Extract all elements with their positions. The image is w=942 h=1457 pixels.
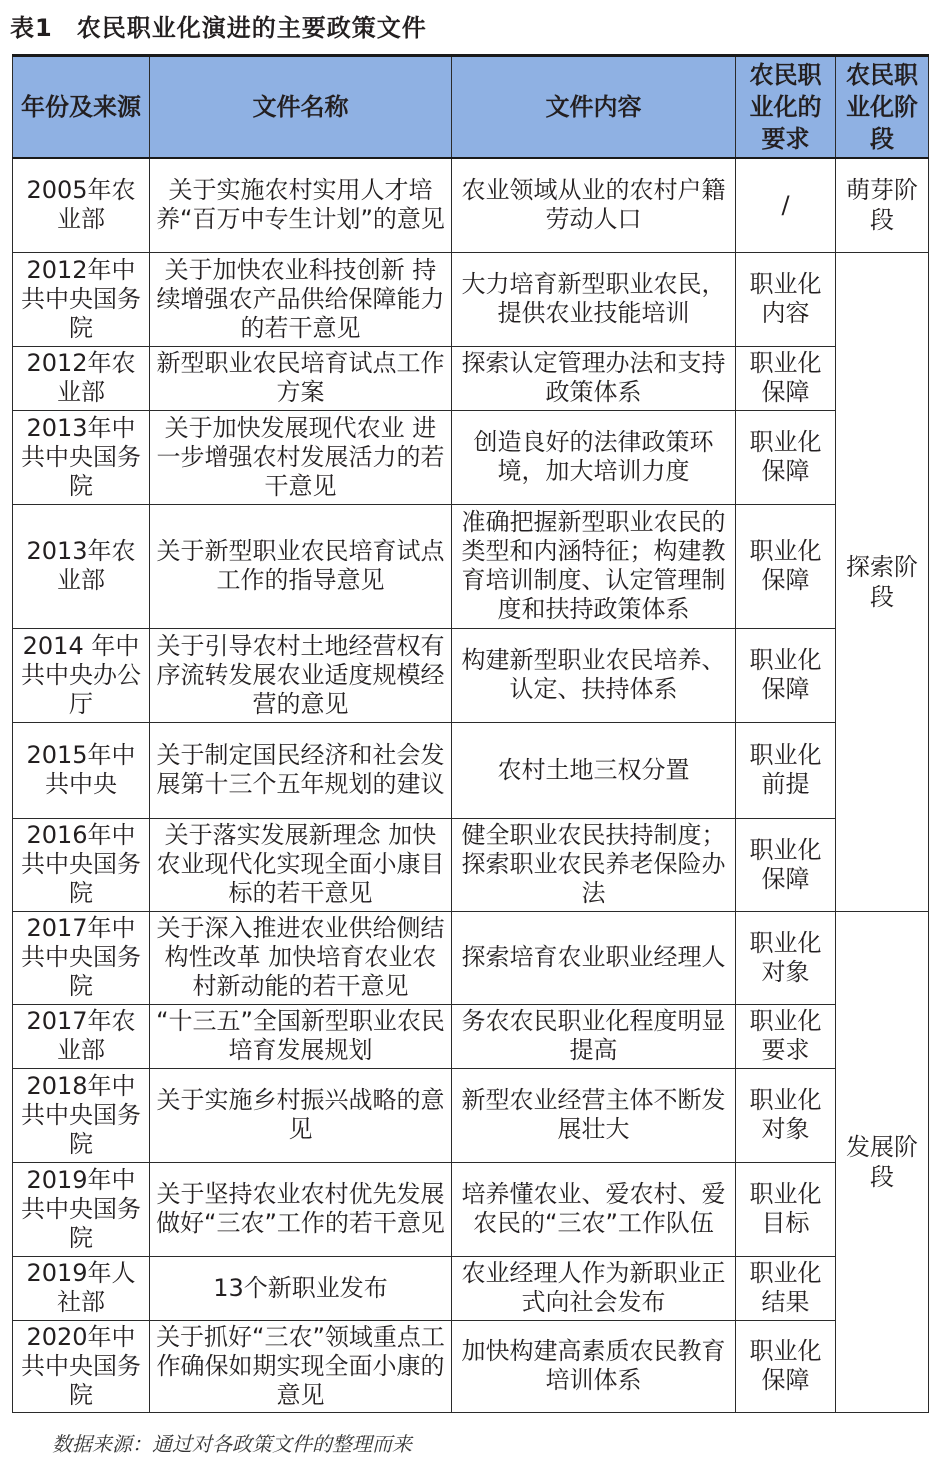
file-name-cell: 关于新型职业农民培育试点工作的指导意见 (150, 504, 452, 628)
file-name-cell: 关于抓好“三农”领域重点工作确保如期实现全面小康的意见 (150, 1320, 452, 1412)
file-name-cell: “十三五”全国新型职业农民培育发展规划 (150, 1004, 452, 1068)
header-row (13, 56, 929, 159)
table-row (13, 722, 929, 818)
source-cell: 2013年中共中央国务院 (13, 410, 150, 504)
table-caption (10, 8, 427, 43)
file-name-cell: 关于加快农业科技创新 持续增强农产品供给保障能力的若干意见 (150, 252, 452, 346)
content-cell: 健全职业农民扶持制度；探索职业农民养老保险办法 (452, 818, 736, 911)
requirement-cell: 职业化对象 (736, 911, 836, 1004)
content-cell: 务农农民职业化程度明显提高 (452, 1004, 736, 1068)
requirement-cell: 职业化保障 (736, 818, 836, 911)
table-row (13, 1068, 929, 1162)
source-cell: 2017年农业部 (13, 1004, 150, 1068)
policy-table (12, 54, 929, 1413)
content-cell: 新型农业经营主体不断发展壮大 (452, 1068, 736, 1162)
table-row (13, 504, 929, 628)
source-cell: 2018年中共中央国务院 (13, 1068, 150, 1162)
header-name: 文件名称 (150, 56, 452, 159)
content-cell: 农业经理人作为新职业正式向社会发布 (452, 1256, 736, 1320)
file-name-cell: 关于落实发展新理念 加快农业现代化实现全面小康目标的若干意见 (150, 818, 452, 911)
file-name-cell: 关于加快发展现代农业 进一步增强农村发展活力的若干意见 (150, 410, 452, 504)
caption-title: 农民职业化演进的主要政策文件 (76, 14, 427, 42)
header-requirement: 农民职业化的要求 (736, 56, 836, 159)
content-cell: 构建新型职业农民培养、认定、扶持体系 (452, 628, 736, 722)
table-row (13, 158, 929, 252)
content-cell: 加快构建高素质农民教育培训体系 (452, 1320, 736, 1412)
requirement-cell: 职业化要求 (736, 1004, 836, 1068)
table-row (13, 628, 929, 722)
file-name-cell: 关于坚持农业农村优先发展做好“三农”工作的若干意见 (150, 1162, 452, 1256)
stage-cell-sprout: 萌芽阶段 (836, 158, 929, 252)
table-row (13, 410, 929, 504)
content-cell: 农业领域从业的农村户籍劳动人口 (452, 158, 736, 252)
table-row (13, 1004, 929, 1068)
source-cell: 2012年农业部 (13, 346, 150, 410)
source-cell: 2019年中共中央国务院 (13, 1162, 150, 1256)
table-row (13, 252, 929, 346)
content-cell: 培养懂农业、爱农村、爱农民的“三农”工作队伍 (452, 1162, 736, 1256)
table-row (13, 1162, 929, 1256)
content-cell: 大力培育新型职业农民，提供农业技能培训 (452, 252, 736, 346)
file-name-cell: 关于实施乡村振兴战略的意见 (150, 1068, 452, 1162)
requirement-cell: 职业化前提 (736, 722, 836, 818)
content-cell: 探索认定管理办法和支持政策体系 (452, 346, 736, 410)
header-stage: 农民职业化阶段 (836, 56, 929, 159)
source-cell: 2020年中共中央国务院 (13, 1320, 150, 1412)
requirement-cell: 职业化保障 (736, 346, 836, 410)
requirement-cell: 职业化保障 (736, 410, 836, 504)
caption-number: 表1 (10, 14, 53, 42)
table-row (13, 911, 929, 1004)
file-name-cell: 新型职业农民培育试点工作方案 (150, 346, 452, 410)
file-name-cell: 13个新职业发布 (150, 1256, 452, 1320)
header-content: 文件内容 (452, 56, 736, 159)
requirement-cell: 职业化保障 (736, 628, 836, 722)
source-cell: 2005年农业部 (13, 158, 150, 252)
file-name-cell: 关于制定国民经济和社会发展第十三个五年规划的建议 (150, 722, 452, 818)
stage-cell-explore: 探索阶段 (836, 252, 929, 911)
file-name-cell: 关于引导农村土地经营权有序流转发展农业适度规模经营的意见 (150, 628, 452, 722)
file-name-cell: 关于实施农村实用人才培养“百万中专生计划”的意见 (150, 158, 452, 252)
content-cell: 农村土地三权分置 (452, 722, 736, 818)
content-cell: 探索培育农业职业经理人 (452, 911, 736, 1004)
table-row (13, 1256, 929, 1320)
source-cell: 2013年农业部 (13, 504, 150, 628)
table-row (13, 818, 929, 911)
requirement-cell: / (736, 158, 836, 252)
stage-cell-develop: 发展阶段 (836, 911, 929, 1412)
source-cell: 2012年中共中央国务院 (13, 252, 150, 346)
requirement-cell: 职业化保障 (736, 504, 836, 628)
table-row (13, 1320, 929, 1412)
content-cell: 准确把握新型职业农民的类型和内涵特征；构建教育培训制度、认定管理制度和扶持政策体系 (452, 504, 736, 628)
source-cell: 2016年中共中央国务院 (13, 818, 150, 911)
table-row (13, 346, 929, 410)
data-source-note: 数据来源：通过对各政策文件的整理而来 (52, 1432, 412, 1456)
source-cell: 2015年中共中央 (13, 722, 150, 818)
source-cell: 2019年人社部 (13, 1256, 150, 1320)
source-cell: 2014 年中共中央办公厅 (13, 628, 150, 722)
requirement-cell: 职业化保障 (736, 1320, 836, 1412)
header-source: 年份及来源 (13, 56, 150, 159)
requirement-cell: 职业化结果 (736, 1256, 836, 1320)
requirement-cell: 职业化目标 (736, 1162, 836, 1256)
content-cell: 创造良好的法律政策环境，加大培训力度 (452, 410, 736, 504)
requirement-cell: 职业化对象 (736, 1068, 836, 1162)
source-cell: 2017年中共中央国务院 (13, 911, 150, 1004)
requirement-cell: 职业化内容 (736, 252, 836, 346)
file-name-cell: 关于深入推进农业供给侧结构性改革 加快培育农业农村新动能的若干意见 (150, 911, 452, 1004)
